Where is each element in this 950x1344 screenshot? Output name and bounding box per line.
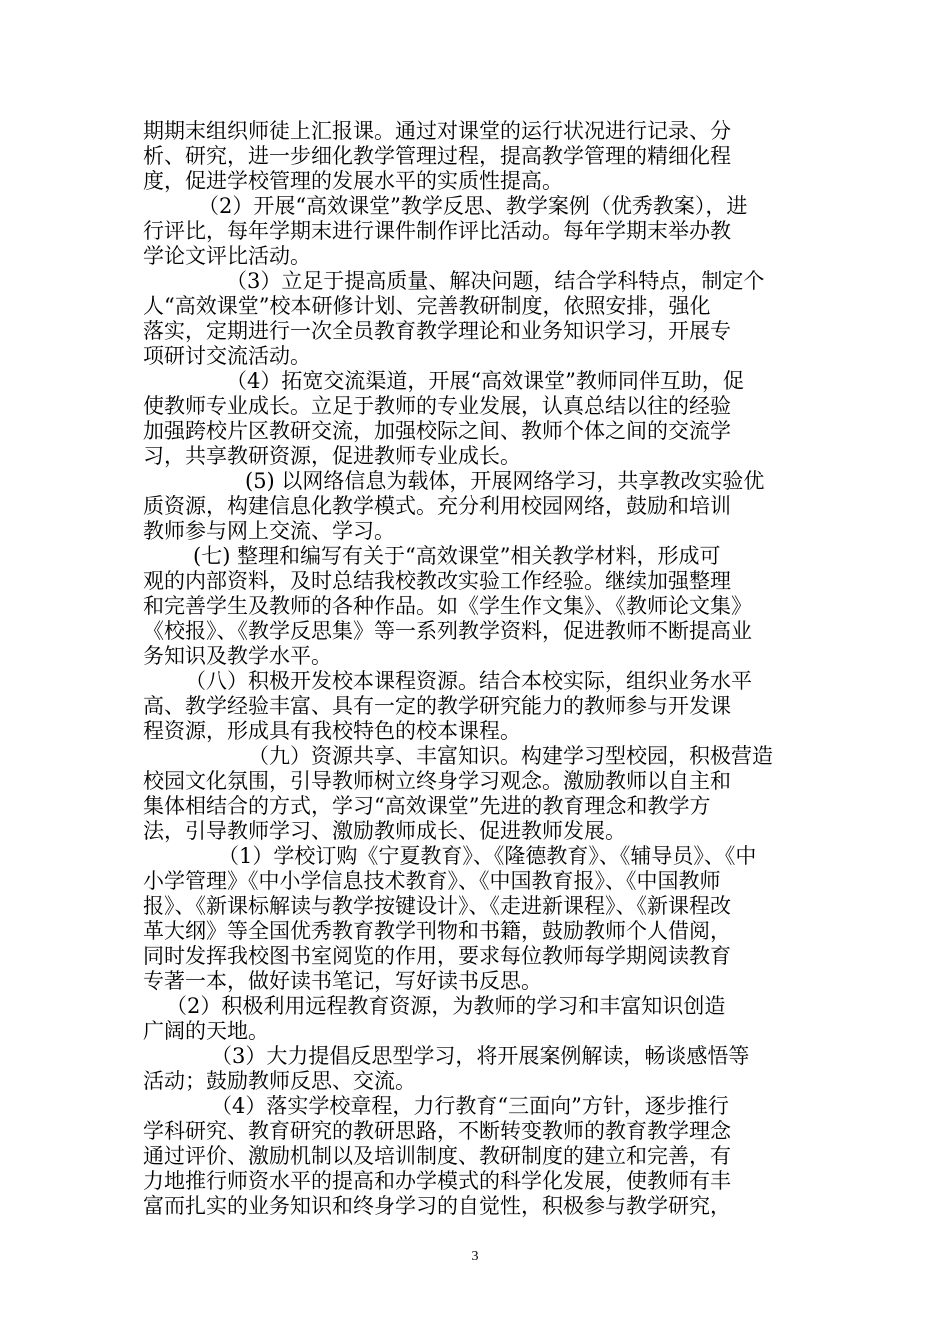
text-line: 学论文评比活动。 [143,244,311,268]
text-line: （九）资源共享、丰富知识。构建学习型校园，积极营造 [248,744,773,768]
text-line: 加强跨校片区教研交流，加强校际之间、教师个体之间的交流学 [143,419,731,443]
text-line: 务知识及教学水平。 [143,644,332,668]
text-line: 报》、《新课标解读与教学按键设计》、《走进新课程》、《新课程改 [143,894,731,918]
text-line: 和完善学生及教师的各种作品。如《学生作文集》、《教师论文集》 [143,594,752,618]
text-line: 集体相结合的方式，学习“高效课堂”先进的教育理念和教学方 [143,794,711,818]
text-line: 小学管理》《中小学信息技术教育》、《中国教育报》、《中国教师 [143,869,721,893]
text-line: 观的内部资料，及时总结我校教改实验工作经验。继续加强整理 [143,569,731,593]
text-line: 期期末组织师徒上汇报课。通过对课堂的运行状况进行记录、分 [143,119,731,143]
text-line: （2）积极利用远程教育资源，为教师的学习和丰富知识创造 [166,994,726,1018]
text-line: 高、教学经验丰富、具有一定的教学研究能力的教师参与开发课 [143,694,731,718]
text-line: 活动；鼓励教师反思、交流。 [143,1069,416,1093]
text-line: (5) 以网络信息为载体，开展网络学习，共享教改实验优 [245,469,765,493]
text-line: （4）拓宽交流渠道，开展“高效课堂”教师同伴互助，促 [226,369,744,393]
document-body [143,119,813,1219]
text-line: 习，共享教研资源，促进教师专业成长。 [143,444,521,468]
text-line: （3）立足于提高质量、解决问题，结合学科特点，制定个 [226,269,765,293]
text-line: 专著一本，做好读书笔记，写好读书反思。 [143,969,542,993]
text-line: （1）学校订购《宁夏教育》、《隆德教育》、《辅导员》、《中 [218,844,757,868]
text-line: 程资源，形成具有我校特色的校本课程。 [143,719,521,743]
text-line: 力地推行师资水平的提高和办学模式的科学化发展，使教师有丰 [143,1169,731,1193]
text-line: 富而扎实的业务知识和终身学习的自觉性，积极参与教学研究， [143,1194,731,1218]
text-line: 落实，定期进行一次全员教育教学理论和业务知识学习，开展专 [143,319,731,343]
text-line: 广阔的天地。 [143,1019,269,1043]
text-line: 同时发挥我校图书室阅览的作用，要求每位教师每学期阅读教育 [143,944,731,968]
text-line: 度，促进学校管理的发展水平的实质性提高。 [143,169,563,193]
text-line: （4）落实学校章程，力行教育“三面向”方针，逐步推行 [211,1094,729,1118]
text-line: 校园文化氛围，引导教师树立终身学习观念。激励教师以自主和 [143,769,731,793]
text-line: （八）积极开发校本课程资源。结合本校实际，组织业务水平 [185,669,752,693]
text-line: 项研讨交流活动。 [143,344,311,368]
text-line: 析、研究，进一步细化教学管理过程，提高教学管理的精细化程 [143,144,731,168]
text-line: 行评比，每年学期末进行课件制作评比活动。每年学期末举办教 [143,219,731,243]
text-line: 革大纲》等全国优秀教育教学刊物和书籍，鼓励教师个人借阅， [143,919,731,943]
page-number: 3 [471,1249,479,1264]
text-line: 质资源，构建信息化教学模式。充分利用校园网络，鼓励和培训 [143,494,731,518]
text-line: 学科研究、教育研究的教研思路，不断转变教师的教育教学理念 [143,1119,731,1143]
text-line: 法，引导教师学习、激励教师成长、促进教师发展。 [143,819,626,843]
text-line: 通过评价、激励机制以及培训制度、教研制度的建立和完善，有 [143,1144,731,1168]
text-line: 人“高效课堂”校本研修计划、完善教研制度，依照安排，强化 [143,294,711,318]
text-line: （2）开展“高效课堂”教学反思、教学案例（优秀教案），进 [198,194,748,218]
text-line: 教师参与网上交流、学习。 [143,519,395,543]
text-line: 《校报》、《教学反思集》等一系列教学资料，促进教师不断提高业 [143,619,752,643]
text-line: 使教师专业成长。立足于教师的专业发展，认真总结以往的经验 [143,394,731,418]
text-line: （3）大力提倡反思型学习，将开展案例解读，畅谈感悟等 [211,1044,750,1068]
text-line: (七) 整理和编写有关于“高效课堂”相关教学材料，形成可 [193,544,721,568]
